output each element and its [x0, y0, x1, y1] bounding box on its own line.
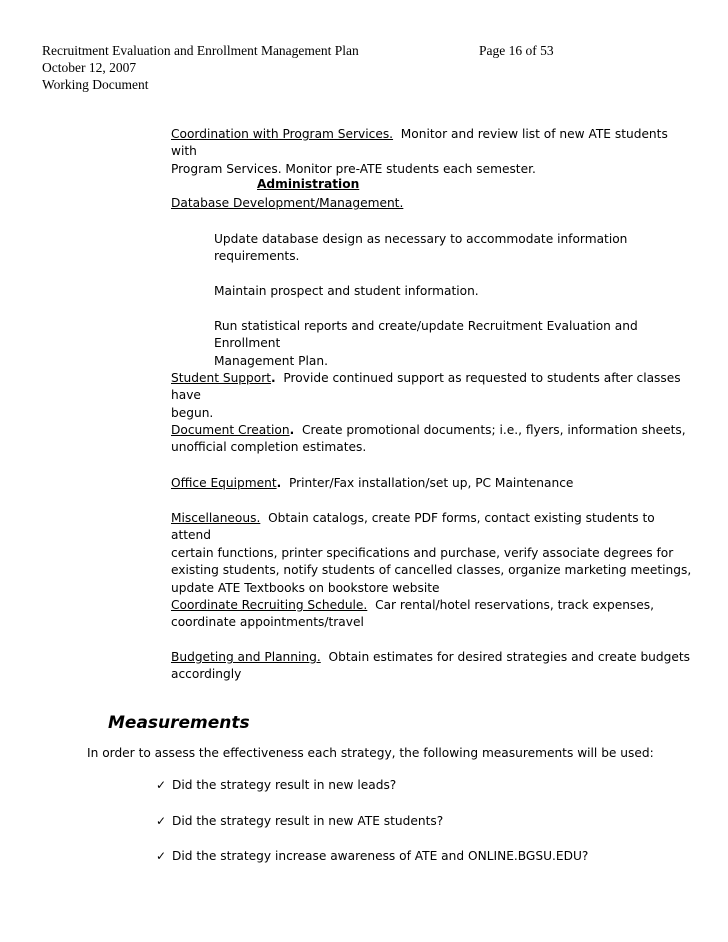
coordination-heading: Coordination with Program Services. — [171, 127, 394, 141]
budgeting-heading: Budgeting and Planning. — [171, 650, 321, 664]
student-support-heading: Student Support — [171, 371, 272, 385]
recruiting-schedule-heading: Coordinate Recruiting Schedule. — [171, 598, 368, 612]
administration-heading: Administration — [257, 177, 360, 191]
document-status: Working Document — [42, 77, 149, 92]
measurements-intro: In order to assess the effectiveness each strategy, the following measurements will be used: — [87, 746, 654, 760]
measurements-heading: Measurements — [108, 713, 250, 733]
miscellaneous-section: Miscellaneous. Obtain catalogs, create PDF forms, contact existing students to attend certain functions, printer specifications and purchase, verify associate degrees for existing students, notify students of cancelled classes, organize marketing meetings, update ATE Textbooks on bookstore website — [171, 511, 692, 595]
checkmark-icon: ✓ — [156, 778, 167, 792]
budgeting-section: Budgeting and Planning. Obtain estimates for desired strategies and create budgets accordingly — [171, 650, 691, 682]
database-heading: Database Development/Management. — [171, 196, 404, 210]
checkmark-icon: ✓ — [156, 814, 167, 828]
document-creation-heading: Document Creation — [171, 423, 290, 437]
checklist-item: ✓ Did the strategy result in new ATE students? — [156, 813, 443, 830]
checklist-item: ✓ Did the strategy result in new leads? — [156, 777, 396, 794]
page-header — [42, 42, 602, 93]
student-support-section: Student Support. Provide continued support as requested to students after classes have begun. — [171, 371, 681, 420]
recruiting-schedule-section: Coordinate Recruiting Schedule. Car rental/hotel reservations, track expenses, coordinate appointments/travel — [171, 598, 654, 630]
database-item: Maintain prospect and student information. — [214, 284, 479, 298]
miscellaneous-heading: Miscellaneous. — [171, 511, 261, 525]
checkmark-icon: ✓ — [156, 849, 167, 863]
coordination-text-2: Program Services. Monitor pre-ATE students each semester. — [171, 161, 536, 176]
page-number: Page 16 of 53 — [479, 43, 554, 58]
office-equipment-section: Office Equipment. Printer/Fax installation/set up, PC Maintenance — [171, 476, 574, 490]
database-item: Update database design as necessary to accommodate information requirements. — [214, 232, 628, 264]
document-date: October 12, 2007 — [42, 60, 137, 75]
document-creation-section: Document Creation. Create promotional documents; i.e., flyers, information sheets, unofficial completion estimates. — [171, 423, 686, 455]
office-equipment-heading: Office Equipment — [171, 476, 277, 490]
database-item: Run statistical reports and create/update Recruitment Evaluation and Enrollment Management Plan. — [214, 319, 638, 368]
coordination-text-1: Monitor and review list of new ATE students with — [171, 127, 668, 159]
coordination-section — [171, 126, 696, 178]
checklist-item: ✓ Did the strategy increase awareness of ATE and ONLINE.BGSU.EDU? — [156, 848, 588, 865]
document-title: Recruitment Evaluation and Enrollment Management Plan — [42, 43, 359, 58]
